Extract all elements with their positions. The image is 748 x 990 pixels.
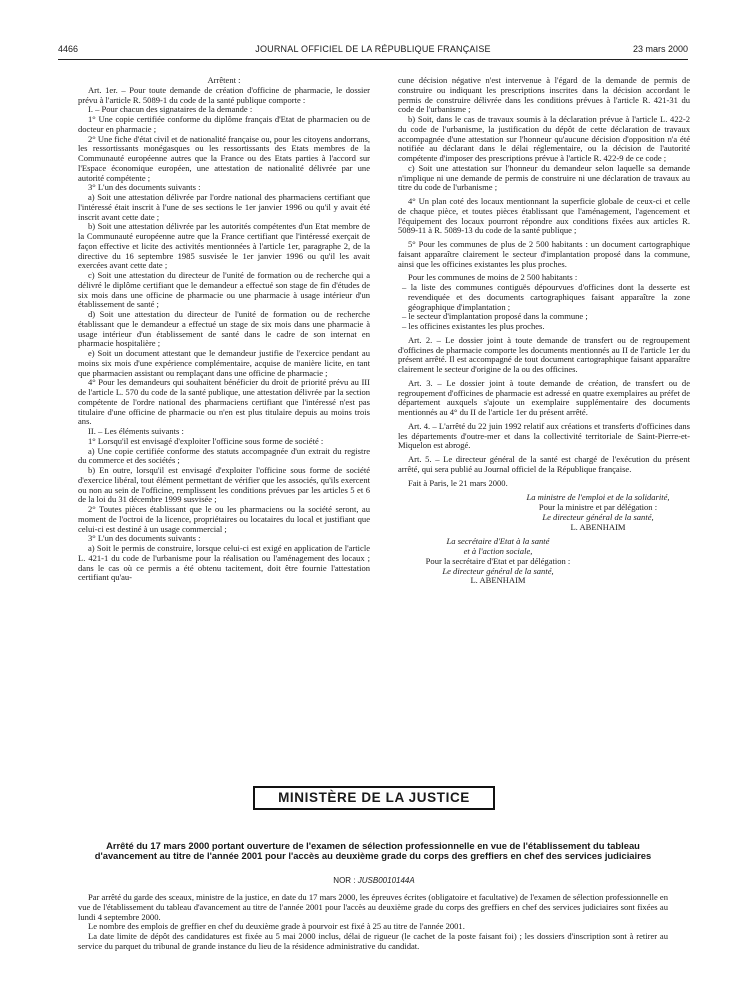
paragraph: c) Soit une attestation du directeur de l'unité de formation ou de recherche qui a délivré le diplôme certifiant que le demandeur a effectué son stage de fin d'études de six mois dans une officine de pharmacie ou une pharmacie à usage intérieur d'un établissement de santé ; [78, 270, 370, 310]
article-2: Art. 2. – Le dossier joint à toute demande de transfert ou de regroupement d'officines de pharmacie comporte les documents mentionnés au II de l'article 1er du présent arrêté. Il est accompagné de tout document cartographique faisant apparaître clairement le secteur d'origine de la ou des officines. [398, 334, 690, 374]
journal-title: JOURNAL OFFICIEL DE LA RÉPUBLIQUE FRANÇAISE [255, 44, 491, 54]
delegation-line: Pour la ministre et par délégation : [538, 502, 658, 512]
paragraph: 2° Toutes pièces établissant que le ou les pharmaciens ou la société seront, au moment de l'octroi de la licence, propriétaires ou locataires du local et justifiant que celui-ci est destiné à un usage commercial ; [78, 504, 370, 534]
paragraph: 5° Pour les communes de plus de 2 500 habitants : un document cartographique faisant apparaître clairement le secteur d'implantation proposé dans la commune, ainsi que les officines existantes les plus proches. [398, 239, 690, 269]
paragraph: Le nombre des emplois de greffier en chef du deuxième grade à pourvoir est fixé à 25 au titre de l'année 2001. [88, 921, 465, 932]
signature-block-2 [398, 537, 598, 586]
nor-label: NOR : [333, 876, 356, 885]
right-column [398, 76, 690, 586]
paragraph: 3° L'un des documents suivants : [88, 182, 201, 193]
list-item: – le secteur d'implantation proposé dans la commune ; [402, 311, 588, 322]
signatory-name: L. ABENHAIM [570, 521, 626, 532]
paragraph: a) Soit le permis de construire, lorsque celui-ci est exigé en application de l'article L. 421-1 du code de l'urbanisme pour la réalisation ou l'aménagement des locaux ; dans le cas où ce permis a été obtenu tacitement, doit être fournie l'attestation certifiant qu'au- [78, 543, 370, 583]
paragraph: 2° Une fiche d'état civil et de nationalité française ou, pour les citoyens andorrans, les ressortissants monégasques ou les ressortissants des Etats membres de la Communauté européenne autres que la France ou des Etats parties à l'accord sur l'Espace économique européen, une attestation de nationalité délivrée par une autorité compétente ; [78, 133, 370, 183]
paragraph: Pour les communes de moins de 2 500 habitants : [408, 272, 578, 283]
paragraph: 1° Une copie certifiée conforme du diplôme français d'Etat de pharmacien ou de docteur en pharmacie ; [78, 114, 370, 134]
article-1: Art. 1er. – Pour toute demande de création d'officine de pharmacie, le dossier prévu à l'article R. 5089-1 du code de la santé publique comporte : [78, 84, 370, 105]
done-at: Fait à Paris, le 21 mars 2000. [408, 477, 508, 488]
paragraph: 4° Un plan coté des locaux mentionnant la superficie globale de ceux-ci et celle de chaque pièce, et toutes pièces établissant que l'aménagement, l'agencement et l'équipement des locaux pourront répondre aux conditions fixées aux articles R. 5089-11 à R. 5089-13 du code de la santé publique ; [398, 196, 690, 236]
issue-date: 23 mars 2000 [632, 44, 688, 54]
paragraph: b) Soit, dans le cas de travaux soumis à la déclaration prévue à l'article L. 422-2 du code de l'urbanisme, la justification du dépôt de cette déclaration de travaux accompagnée d'une attestation sur l'honneur qu'aucune décision d'opposition n'a été notifiée au déclarant dans le délai réglementaire, ou la décision de l'autorité compétente d'imposer des prescriptions prévue à l'article R. 422-9 de ce code ; [398, 114, 690, 163]
paragraph: a) Une copie certifiée conforme des statuts accompagnée d'un extrait du registre du commerce et des sociétés ; [78, 445, 370, 466]
signatory-function: Le directeur général de la santé, [442, 565, 554, 576]
article-4: Art. 4. – L'arrêté du 22 juin 1992 relatif aux créations et transferts d'officines dans les départements d'outre-mer et dans la collectivité territoriale de Saint-Pierre-et-Miquelon est abrogé. [398, 420, 690, 451]
paragraph: La date limite de dépôt des candidatures est fixée au 5 mai 2000 inclus, délai de rigueur (le cachet de la poste faisant foi) ; les dossiers d'inscription sont à retirer au service du parquet du tribunal de grande instance du lieu de la résidence administrative du candidat. [78, 931, 668, 951]
paragraph: Par arrêté du garde des sceaux, ministre de la justice, en date du 17 mars 2000, les épreuves écrites (obligatoire et facultative) de l'examen de sélection professionnelle en vue de l'établissement du tableau d'avancement au titre de l'année 2001 pour l'accès au deuxième grade du corps des greffiers en chef des services judiciaires sont fixées au lundi 4 septembre 2000. [78, 892, 668, 922]
list-item: – les officines existantes les plus proches. [402, 321, 545, 331]
paragraph: 3° L'un des documents suivants : [88, 533, 201, 544]
signatory-title-cont: et à l'action sociale, [463, 546, 533, 556]
delegation-line: Pour la secrétaire d'Etat et par délégation : [425, 555, 571, 566]
list-item: – la liste des communes contiguës dépourvues d'officines dont la desserte est revendiquée et des documents cartographiques faisant apparaître la zone géographique d'implantation ; [402, 282, 690, 312]
signatory-name: L. ABENHAIM [470, 575, 526, 586]
left-column [78, 76, 370, 583]
paragraph: 1° Lorsqu'il est envisagé d'exploiter l'officine sous forme de société : [88, 435, 324, 446]
signature-block-1 [506, 493, 690, 532]
paragraph: cune décision négative n'est intervenue à l'égard de la demande de permis de construire ou indiquant les prescriptions inscrites dans la décision accordant le permis de construire délivrée dans les conditions prévues à l'article R. 421-31 du code de l'urbanisme ; [398, 75, 690, 115]
arretent-heading: Arrêtent : [207, 75, 241, 85]
paragraph: d) Soit une attestation du directeur de l'unité de formation ou de recherche établissant que le demandeur a effectué un stage de six mois dans une pharmacie à usage intérieur d'un établissement de santé dans le cadre de son internat en pharmacie hospitalière ; [78, 309, 370, 349]
paragraph: 4° Pour les demandeurs qui souhaitent bénéficier du droit de priorité prévu au III de l'article L. 570 du code de la santé publique, une attestation délivrée par la section compétente de l'ordre national des pharmaciens certifiant que l'intéressé n'est pas titulaire d'une officine de pharmacie ou n'en est plus titulaire depuis au moins trois ans. [78, 377, 370, 427]
signatory-function: Le directeur général de la santé, [542, 511, 654, 522]
nor-reference [0, 876, 748, 885]
paragraph: I. – Pour chacun des signataires de la demande : [88, 104, 253, 115]
article-5: Art. 5. – Le directeur général de la santé est chargé de l'exécution du présent arrêté, qui sera publié au Journal officiel de la République française. [398, 454, 690, 474]
arrete-body [78, 893, 668, 952]
paragraph: b) En outre, lorsqu'il est envisagé d'exploiter l'officine sous forme de société d'exercice libéral, tout élément permettant de vérifier que les associés, qu'ils exercent ou non au sein de l'officine, remplissent les conditions prévues par les articles 5 et 6 de la loi du 31 décembre 1999 susvisée ; [78, 465, 370, 505]
arrete-title: Arrêté du 17 mars 2000 portant ouverture de l'examen de sélection professionnelle en vue de l'établissement du tableau d'avancement au titre de l'année 2001 pour l'accès au deuxième grade du corps des greffiers en chef des services judiciaires [94, 840, 652, 862]
nor-code: JUSB0010144A [357, 876, 415, 885]
paragraph: II. – Les éléments suivants : [88, 426, 184, 436]
paragraph: c) Soit une attestation sur l'honneur du demandeur selon laquelle sa demande n'implique ni une demande de permis de construire ni une déclaration de travaux au titre du code de l'urbanisme ; [398, 162, 690, 193]
ministry-box: MINISTÈRE DE LA JUSTICE [253, 786, 495, 810]
paragraph: a) Soit une attestation délivrée par l'ordre national des pharmaciens certifiant que l'intéressé était inscrit à l'une de ses sections le 1er janvier 1996 ou qu'il y avait été inscrit avant cette date ; [78, 192, 370, 222]
header-rule [58, 59, 688, 60]
article-3: Art. 3. – Le dossier joint à toute demande de création, de transfert ou de regroupement d'officines de pharmacie est adressé en quatre exemplaires au préfet de département auxquels s'ajoute un exemplaire supplémentaire des documents mentionnés au 4° du II de l'article 1er du présent arrêté. [398, 377, 690, 417]
signatory-title: La ministre de l'emploi et de la solidarité, [526, 492, 670, 503]
paragraph: e) Soit un document attestant que le demandeur justifie de l'exercice pendant au moins six mois d'une expérience complémentaire, acquise de manière licite, en tant que pharmacien assistant ou remplaçant dans une officine de pharmacie ; [78, 348, 370, 378]
page-header [58, 44, 688, 58]
page-number: 4466 [58, 44, 79, 54]
paragraph: b) Soit une attestation délivrée par les autorités compétentes d'un Etat membre de la Communauté européenne autre que la France certifiant que l'intéressé exerçait de façon effective et licite des activités mentionnées à l'article 1er, paragraphe 2, de la directive du 16 septembre 1985 susvisée le 1er janvier 1996 ou qu'il les avait exercées avant cette date ; [78, 221, 370, 271]
signatory-title: La secrétaire d'Etat à la santé [446, 536, 550, 547]
